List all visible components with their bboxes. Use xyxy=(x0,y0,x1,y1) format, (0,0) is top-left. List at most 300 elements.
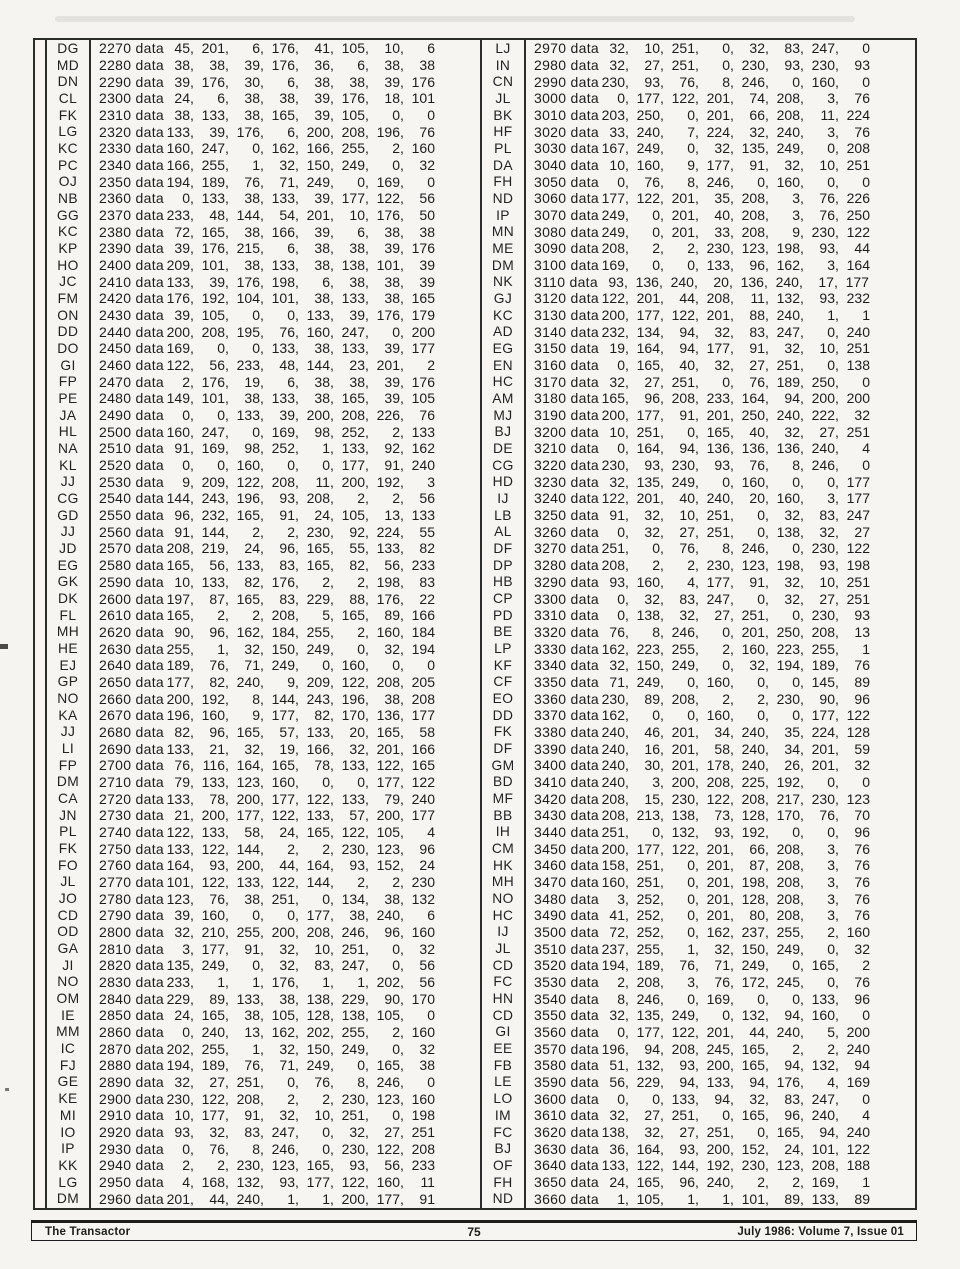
listing-row xyxy=(526,173,915,190)
value-separator: , xyxy=(259,40,264,57)
data-value: 208 xyxy=(166,540,190,557)
checksum-row xyxy=(47,857,89,874)
listing-row xyxy=(91,690,480,707)
value-separator: , xyxy=(799,140,804,157)
checksum-code: KL xyxy=(59,457,77,473)
checksum-code: KC xyxy=(493,307,513,323)
value-separator: , xyxy=(729,1190,734,1207)
data-value: 96 xyxy=(174,507,190,524)
listing-row xyxy=(526,940,915,957)
line-number-and-keyword: 2560 data xyxy=(99,523,164,540)
checksum-row xyxy=(47,223,89,240)
data-value: 58 xyxy=(714,740,730,757)
value-separator: , xyxy=(224,1073,229,1090)
data-value: 27 xyxy=(679,523,695,540)
value-separator: , xyxy=(659,1023,664,1040)
value-separator: , xyxy=(364,557,369,574)
value-separator: , xyxy=(294,573,299,590)
data-value: 0 xyxy=(722,1007,730,1024)
value-separator: , xyxy=(624,773,629,790)
value-separator: , xyxy=(834,957,839,974)
checksum-row xyxy=(482,874,524,891)
data-value: 6 xyxy=(287,373,295,390)
data-value: 39 xyxy=(349,307,365,324)
data-value: 172 xyxy=(741,973,765,990)
value-separator: , xyxy=(659,140,664,157)
listing-row xyxy=(91,323,480,340)
value-separator: , xyxy=(399,440,404,457)
checksum-row xyxy=(47,457,89,474)
value-separator: , xyxy=(224,140,229,157)
data-value: 93 xyxy=(174,1124,190,1140)
line-number-and-keyword: 3070 data xyxy=(534,207,599,224)
data-value: 32 xyxy=(244,740,260,757)
value-separator: , xyxy=(834,523,839,540)
value-separator: , xyxy=(729,1057,734,1074)
listing-row xyxy=(526,624,915,641)
data-value: 177 xyxy=(341,457,365,474)
value-separator: , xyxy=(259,623,264,640)
data-value: 10 xyxy=(609,423,625,440)
value-separator: , xyxy=(399,123,404,140)
value-separator: , xyxy=(834,573,839,590)
data-value: 230 xyxy=(341,1090,365,1107)
data-value: 166 xyxy=(271,223,295,240)
value-separator: , xyxy=(364,457,369,474)
checksum-row xyxy=(47,323,89,340)
data-value: 177 xyxy=(271,707,295,724)
data-value: 82 xyxy=(349,557,365,574)
data-value: 164 xyxy=(846,257,870,274)
listing-row xyxy=(91,674,480,691)
value-separator: , xyxy=(728,273,733,290)
data-value: 32 xyxy=(279,940,295,957)
line-number-and-keyword: 3020 data xyxy=(534,123,599,140)
data-value: 123 xyxy=(376,840,400,857)
line-number-and-keyword: 3650 data xyxy=(534,1174,599,1191)
line-number-and-keyword: 2550 data xyxy=(99,507,164,524)
checksum-row xyxy=(47,740,89,757)
data-value: 169 xyxy=(166,340,190,357)
data-value: 35 xyxy=(784,723,800,740)
data-value: 135 xyxy=(741,140,765,157)
value-separator: , xyxy=(189,57,194,73)
checksum-row xyxy=(482,974,524,991)
data-value: 10 xyxy=(349,207,365,224)
value-separator: , xyxy=(764,1040,769,1057)
data-value: 76 xyxy=(854,890,870,907)
value-separator: , xyxy=(834,1007,839,1024)
value-separator: , xyxy=(294,623,299,640)
value-separator: , xyxy=(624,990,629,1007)
value-separator: , xyxy=(224,57,229,73)
data-value: 247 xyxy=(271,1124,295,1140)
checksum-code: JL xyxy=(495,90,511,106)
value-separator: , xyxy=(259,1057,264,1074)
value-separator: , xyxy=(189,140,194,157)
value-separator: , xyxy=(399,173,404,190)
data-value: 66 xyxy=(749,840,765,857)
value-separator: , xyxy=(189,490,194,507)
checksum-row xyxy=(482,640,524,657)
data-value: 202 xyxy=(376,973,400,990)
checksum-code: DF xyxy=(493,741,513,757)
data-value: 160 xyxy=(411,140,435,157)
data-value: 150 xyxy=(741,940,765,957)
data-value: 0 xyxy=(722,1107,730,1124)
checksum-row xyxy=(482,340,524,357)
value-separator: , xyxy=(259,107,264,124)
checksum-row xyxy=(47,140,89,157)
data-value: 83 xyxy=(279,590,295,607)
value-separator: , xyxy=(189,907,194,924)
value-separator: , xyxy=(834,190,839,207)
value-separator: , xyxy=(799,323,804,340)
listing-row xyxy=(91,590,480,607)
data-value: 251 xyxy=(636,873,660,890)
checksum-code: FH xyxy=(493,1174,513,1190)
checksum-row xyxy=(47,990,89,1007)
value-separator: , xyxy=(659,523,664,540)
value-separator: , xyxy=(694,757,699,774)
data-value: 144 xyxy=(271,690,295,707)
data-value: 251 xyxy=(411,1124,435,1140)
data-value: 230 xyxy=(411,873,435,890)
value-separator: , xyxy=(224,790,229,807)
data-value: 93 xyxy=(819,557,835,574)
data-value: 38 xyxy=(384,290,400,307)
checksum-row xyxy=(482,373,524,390)
data-value: 93 xyxy=(854,57,870,73)
value-separator: , xyxy=(364,540,369,557)
value-separator: , xyxy=(624,857,629,874)
listing-row xyxy=(526,557,915,574)
checksum-code: DO xyxy=(57,340,79,356)
checksum-row xyxy=(47,574,89,591)
data-value: 56 xyxy=(384,557,400,574)
data-value: 0 xyxy=(357,773,365,790)
value-separator: , xyxy=(659,1124,664,1140)
data-value: 38 xyxy=(244,390,260,407)
data-value: 201 xyxy=(811,740,835,757)
listing-row xyxy=(91,90,480,107)
data-value: 38 xyxy=(209,57,225,73)
data-value: 208 xyxy=(306,490,330,507)
value-separator: , xyxy=(224,357,229,374)
data-value: 15 xyxy=(644,790,660,807)
value-separator: , xyxy=(729,740,734,757)
line-number-and-keyword: 3330 data xyxy=(534,640,599,657)
data-value: 32 xyxy=(784,590,800,607)
data-value: 196 xyxy=(376,123,400,140)
value-separator: , xyxy=(659,90,664,107)
data-value: 133 xyxy=(236,990,260,1007)
checksum-code: JL xyxy=(495,941,511,957)
value-separator: , xyxy=(764,57,769,73)
value-separator: , xyxy=(399,873,404,890)
data-value: 41 xyxy=(609,907,625,924)
data-value: 166 xyxy=(306,140,330,157)
line-number-and-keyword: 2590 data xyxy=(99,573,164,590)
checksum-row xyxy=(47,957,89,974)
value-separator: , xyxy=(694,373,699,390)
value-separator: , xyxy=(224,1040,229,1057)
data-value: 27 xyxy=(209,1073,225,1090)
data-value: 2 xyxy=(357,490,365,507)
data-value: 0 xyxy=(217,407,225,424)
data-value: 0 xyxy=(617,1023,625,1040)
data-value: 208 xyxy=(776,890,800,907)
value-separator: , xyxy=(694,723,699,740)
value-separator: , xyxy=(694,257,699,274)
data-value: 0 xyxy=(792,990,800,1007)
line-number-and-keyword: 3610 data xyxy=(534,1107,599,1124)
data-value: 39 xyxy=(419,273,435,290)
value-separator: , xyxy=(294,473,299,490)
data-value: 41 xyxy=(314,40,330,57)
data-value: 250 xyxy=(636,107,660,124)
data-value: 240 xyxy=(601,740,625,757)
data-value: 19 xyxy=(279,740,295,757)
value-separator: , xyxy=(729,673,734,690)
value-separator: , xyxy=(624,473,629,490)
value-separator: , xyxy=(294,957,299,974)
listing-row xyxy=(526,1140,915,1157)
value-separator: , xyxy=(764,540,769,557)
data-value: 165 xyxy=(411,290,435,307)
line-number-and-keyword: 3170 data xyxy=(534,373,599,390)
data-value: 38 xyxy=(384,690,400,707)
data-value: 22 xyxy=(419,590,435,607)
data-value: 160 xyxy=(411,923,435,940)
data-value: 93 xyxy=(784,57,800,73)
data-value: 98 xyxy=(314,423,330,440)
data-value: 189 xyxy=(636,957,660,974)
data-value: 101 xyxy=(376,257,400,274)
data-value: 21 xyxy=(209,740,225,757)
line-number-and-keyword: 2320 data xyxy=(99,123,164,140)
value-separator: , xyxy=(294,890,299,907)
line-number-and-keyword: 3030 data xyxy=(534,140,599,157)
data-value: 82 xyxy=(209,673,225,690)
value-separator: , xyxy=(694,490,699,507)
value-separator: , xyxy=(224,1124,229,1140)
data-value: 1 xyxy=(322,440,330,457)
data-value: 247 xyxy=(341,323,365,340)
checksum-row xyxy=(482,323,524,340)
data-value: 0 xyxy=(652,223,660,240)
value-separator: , xyxy=(294,690,299,707)
value-separator: , xyxy=(189,357,194,374)
data-value: 24 xyxy=(314,507,330,524)
value-separator: , xyxy=(834,223,839,240)
value-separator: , xyxy=(329,1157,334,1174)
data-value: 2 xyxy=(392,140,400,157)
value-separator: , xyxy=(624,657,629,674)
value-separator: , xyxy=(294,273,299,290)
data-value: 0 xyxy=(862,40,870,57)
value-separator: , xyxy=(224,823,229,840)
checksum-code: PD xyxy=(493,607,513,623)
data-value: 196 xyxy=(166,707,190,724)
data-value: 122 xyxy=(166,357,190,374)
data-value: 20 xyxy=(349,723,365,740)
value-separator: , xyxy=(834,690,839,707)
value-separator: , xyxy=(259,273,264,290)
value-separator: , xyxy=(659,440,664,457)
data-value: 0 xyxy=(427,1073,435,1090)
data-value: 240 xyxy=(741,740,765,757)
listing-row xyxy=(526,1040,915,1057)
value-separator: , xyxy=(624,823,629,840)
listing-row xyxy=(91,707,480,724)
value-separator: , xyxy=(329,440,334,457)
data-value: 93 xyxy=(819,240,835,257)
data-value: 0 xyxy=(722,657,730,674)
data-value: 250 xyxy=(741,407,765,424)
value-separator: , xyxy=(399,473,404,490)
value-separator: , xyxy=(224,240,229,257)
data-value: 201 xyxy=(706,857,730,874)
data-value: 0 xyxy=(617,90,625,107)
data-value: 1 xyxy=(252,157,260,174)
value-separator: , xyxy=(834,973,839,990)
value-separator: , xyxy=(399,423,404,440)
data-value: 32 xyxy=(714,940,730,957)
data-value: 144 xyxy=(166,490,190,507)
value-separator: , xyxy=(259,157,264,174)
data-value: 39 xyxy=(384,340,400,357)
line-number-and-keyword: 2430 data xyxy=(99,307,164,324)
checksum-code: CL xyxy=(58,90,78,106)
data-value: 255 xyxy=(166,640,190,657)
data-value: 160 xyxy=(341,657,365,674)
line-number-and-keyword: 3640 data xyxy=(534,1157,599,1174)
data-value: 32 xyxy=(244,640,260,657)
data-value: 87 xyxy=(749,857,765,874)
value-separator: , xyxy=(189,1007,194,1024)
data-value: 38 xyxy=(314,240,330,257)
data-value: 201 xyxy=(376,357,400,374)
value-separator: , xyxy=(624,423,629,440)
value-separator: , xyxy=(834,923,839,940)
checksum-row xyxy=(47,657,89,674)
value-separator: , xyxy=(399,1023,404,1040)
value-separator: , xyxy=(659,390,664,407)
value-separator: , xyxy=(189,407,194,424)
value-separator: , xyxy=(224,190,229,207)
data-value: 176 xyxy=(236,273,260,290)
value-separator: , xyxy=(329,73,334,90)
data-value: 3 xyxy=(827,840,835,857)
line-number-and-keyword: 2650 data xyxy=(99,673,164,690)
listing-row xyxy=(526,907,915,924)
value-separator: , xyxy=(364,673,369,690)
value-separator: , xyxy=(764,957,769,974)
data-value: 38 xyxy=(314,340,330,357)
value-separator: , xyxy=(659,823,664,840)
data-value: 255 xyxy=(776,923,800,940)
value-separator: , xyxy=(764,1140,769,1157)
checksum-code: DN xyxy=(57,74,79,90)
data-value: 203 xyxy=(601,107,625,124)
value-separator: , xyxy=(624,557,629,574)
value-separator: , xyxy=(694,157,699,174)
value-separator: , xyxy=(399,1124,404,1140)
checksum-code: MM xyxy=(56,1024,80,1040)
value-separator: , xyxy=(764,1007,769,1024)
value-separator: , xyxy=(764,873,769,890)
data-value: 122 xyxy=(341,1174,365,1191)
data-value: 240 xyxy=(706,1174,730,1191)
line-number-and-keyword: 2280 data xyxy=(99,57,164,73)
data-value: 165 xyxy=(236,590,260,607)
value-separator: , xyxy=(224,940,229,957)
line-number-and-keyword: 3360 data xyxy=(534,690,599,707)
value-separator: , xyxy=(259,323,264,340)
value-separator: , xyxy=(189,1190,194,1207)
data-value: 208 xyxy=(776,873,800,890)
checksum-code: DP xyxy=(493,557,513,573)
data-value: 226 xyxy=(376,407,400,424)
data-value: 76 xyxy=(854,873,870,890)
value-separator: , xyxy=(624,590,629,607)
line-number-and-keyword: 2990 data xyxy=(534,73,599,90)
value-separator: , xyxy=(259,340,264,357)
data-value: 80 xyxy=(749,907,765,924)
value-separator: , xyxy=(729,190,734,207)
data-value: 3 xyxy=(827,857,835,874)
value-separator: , xyxy=(694,657,699,674)
value-separator: , xyxy=(364,440,369,457)
value-separator: , xyxy=(259,490,264,507)
value-separator: , xyxy=(189,207,194,224)
data-value: 192 xyxy=(776,773,800,790)
value-separator: , xyxy=(399,357,404,374)
value-separator: , xyxy=(729,840,734,857)
data-value: 201 xyxy=(671,757,695,774)
value-separator: , xyxy=(694,523,699,540)
checksum-code: OJ xyxy=(58,174,78,190)
data-value: 165 xyxy=(636,357,660,374)
value-separator: , xyxy=(834,757,839,774)
data-value: 122 xyxy=(636,190,660,207)
data-value: 169 xyxy=(846,1073,870,1090)
value-separator: , xyxy=(729,173,734,190)
value-separator: , xyxy=(834,240,839,257)
value-separator: , xyxy=(694,457,699,474)
value-separator: , xyxy=(189,873,194,890)
value-separator: , xyxy=(189,90,194,107)
data-value: 160 xyxy=(601,873,625,890)
data-value: 116 xyxy=(202,757,225,774)
value-separator: , xyxy=(799,840,804,857)
data-value: 32 xyxy=(749,123,765,140)
value-separator: , xyxy=(624,507,629,524)
data-value: 38 xyxy=(244,90,260,107)
value-separator: , xyxy=(799,807,804,824)
data-value: 250 xyxy=(776,623,800,640)
data-value: 201 xyxy=(636,490,660,507)
value-separator: , xyxy=(224,590,229,607)
value-separator: , xyxy=(729,290,734,307)
data-value: 24 xyxy=(174,1007,190,1024)
value-separator: , xyxy=(834,823,839,840)
data-value: 0 xyxy=(792,707,800,724)
checksum-code: NK xyxy=(493,274,513,290)
data-value: 230 xyxy=(741,1157,765,1174)
value-separator: , xyxy=(729,457,734,474)
